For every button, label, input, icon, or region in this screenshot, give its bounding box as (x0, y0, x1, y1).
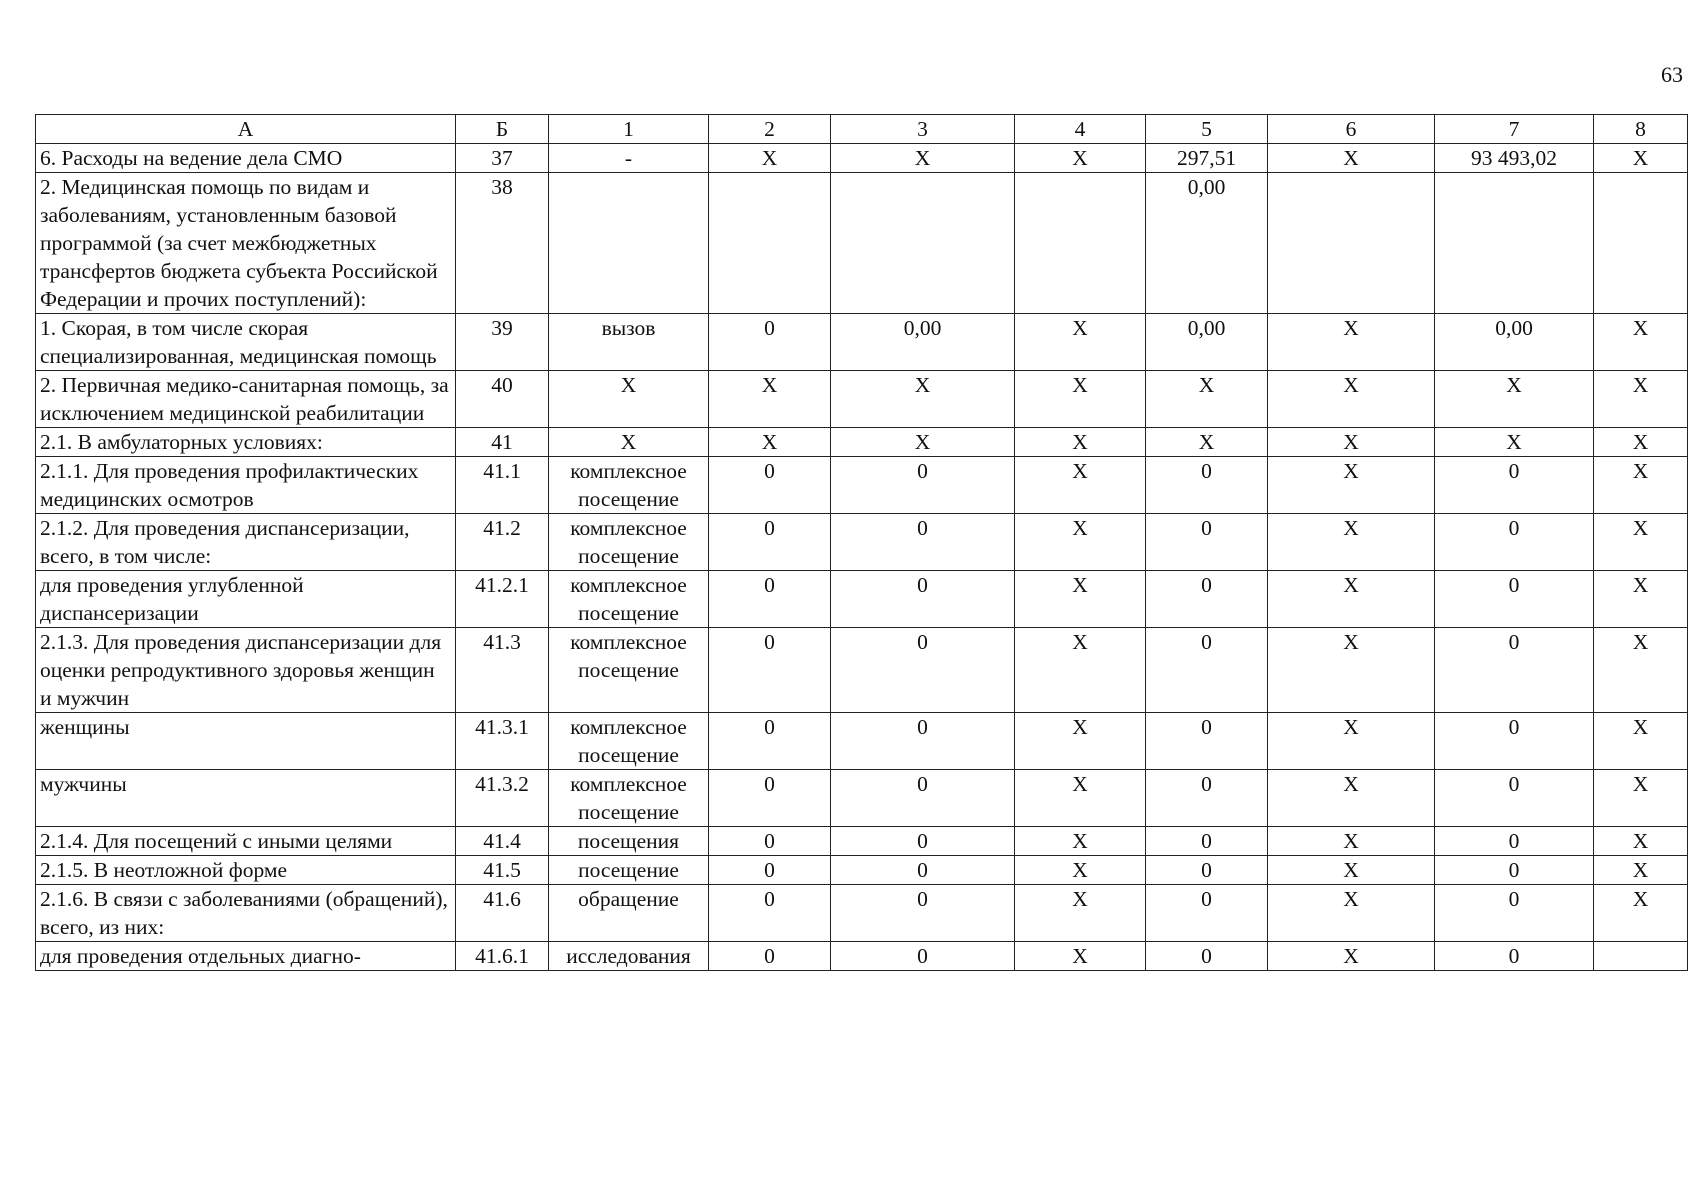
table-row (36, 827, 1688, 856)
header-row (36, 115, 1688, 144)
table-row (36, 713, 1688, 770)
cell-col-2: 0 (709, 457, 831, 514)
cell-col-4 (1015, 173, 1146, 314)
cell-col-2: 0 (709, 571, 831, 628)
table-row (36, 314, 1688, 371)
cell-col-7: X (1435, 371, 1594, 428)
cell-unit: - (549, 144, 709, 173)
cell-col-7: 0 (1435, 713, 1594, 770)
cell-col-2: 0 (709, 628, 831, 713)
cell-col-3 (831, 173, 1015, 314)
cell-col-3: 0 (831, 856, 1015, 885)
cell-col-2: X (709, 371, 831, 428)
header-cell-b: Б (456, 115, 549, 144)
cell-unit: комплексное посещение (549, 514, 709, 571)
header-cell-3: 3 (831, 115, 1015, 144)
cell-col-8: X (1594, 457, 1688, 514)
cell-col-4: X (1015, 827, 1146, 856)
cell-col-2: X (709, 428, 831, 457)
cell-col-8: X (1594, 371, 1688, 428)
cell-col-4: X (1015, 628, 1146, 713)
cell-col-6: X (1268, 942, 1435, 971)
table-row (36, 371, 1688, 428)
cell-col-8: X (1594, 514, 1688, 571)
cell-col-8 (1594, 942, 1688, 971)
cell-col-3: 0 (831, 827, 1015, 856)
cell-col-7: 0 (1435, 571, 1594, 628)
cell-col-6: X (1268, 856, 1435, 885)
data-table (35, 114, 1688, 971)
cell-col-3: 0 (831, 942, 1015, 971)
cell-col-5: 0 (1146, 942, 1268, 971)
cell-col-7: 0 (1435, 628, 1594, 713)
cell-col-4: X (1015, 571, 1146, 628)
cell-col-4: X (1015, 885, 1146, 942)
cell-col-2: 0 (709, 856, 831, 885)
cell-col-3: 0 (831, 628, 1015, 713)
cell-col-7: 0 (1435, 514, 1594, 571)
cell-col-4: X (1015, 144, 1146, 173)
cell-code: 41.6 (456, 885, 549, 942)
cell-col-6: X (1268, 457, 1435, 514)
cell-name: 2. Первичная медико-санитарная помощь, за исключением медицинской реабилитации (36, 371, 456, 428)
page-number: 63 (1661, 62, 1683, 87)
table-row (36, 144, 1688, 173)
cell-unit: X (549, 428, 709, 457)
cell-col-4: X (1015, 770, 1146, 827)
cell-name: женщины (36, 713, 456, 770)
cell-col-5: X (1146, 371, 1268, 428)
cell-col-5: 0 (1146, 628, 1268, 713)
cell-name: 2.1.1. Для проведения профилактических медицинских осмотров (36, 457, 456, 514)
header-cell-2: 2 (709, 115, 831, 144)
header-cell-5: 5 (1146, 115, 1268, 144)
cell-col-6: X (1268, 827, 1435, 856)
cell-col-5: 0 (1146, 514, 1268, 571)
header-cell-4: 4 (1015, 115, 1146, 144)
cell-name: мужчины (36, 770, 456, 827)
cell-code: 41 (456, 428, 549, 457)
header-cell-8: 8 (1594, 115, 1688, 144)
cell-col-2: 0 (709, 713, 831, 770)
cell-col-6: X (1268, 628, 1435, 713)
cell-col-4: X (1015, 856, 1146, 885)
cell-code: 41.3.2 (456, 770, 549, 827)
cell-col-5: X (1146, 428, 1268, 457)
cell-col-3: 0 (831, 457, 1015, 514)
table-row (36, 514, 1688, 571)
cell-col-8: X (1594, 314, 1688, 371)
cell-col-6: X (1268, 885, 1435, 942)
cell-col-2: 0 (709, 770, 831, 827)
cell-col-5: 297,51 (1146, 144, 1268, 173)
cell-col-4: X (1015, 457, 1146, 514)
cell-unit: комплексное посещение (549, 770, 709, 827)
table-row (36, 173, 1688, 314)
cell-col-4: X (1015, 428, 1146, 457)
table-row (36, 856, 1688, 885)
cell-code: 41.3.1 (456, 713, 549, 770)
table-row (36, 770, 1688, 827)
cell-col-7 (1435, 173, 1594, 314)
cell-code: 39 (456, 314, 549, 371)
cell-col-4: X (1015, 371, 1146, 428)
cell-col-8: X (1594, 770, 1688, 827)
cell-col-5: 0,00 (1146, 314, 1268, 371)
cell-unit: посещение (549, 856, 709, 885)
cell-col-6: X (1268, 371, 1435, 428)
cell-col-6: X (1268, 770, 1435, 827)
cell-unit: X (549, 371, 709, 428)
cell-col-5: 0 (1146, 713, 1268, 770)
cell-col-8: X (1594, 428, 1688, 457)
cell-col-8 (1594, 173, 1688, 314)
cell-col-5: 0 (1146, 827, 1268, 856)
cell-code: 41.3 (456, 628, 549, 713)
cell-name: 2.1.5. В неотложной форме (36, 856, 456, 885)
table-row (36, 428, 1688, 457)
cell-name: 2.1.4. Для посещений с иными целями (36, 827, 456, 856)
cell-unit: посещения (549, 827, 709, 856)
cell-col-5: 0 (1146, 770, 1268, 827)
cell-code: 40 (456, 371, 549, 428)
table-row (36, 457, 1688, 514)
header-cell-1: 1 (549, 115, 709, 144)
cell-col-7: 0 (1435, 856, 1594, 885)
cell-name: 2.1.2. Для проведения диспансеризации, всего, в том числе: (36, 514, 456, 571)
cell-unit: комплексное посещение (549, 457, 709, 514)
cell-col-5: 0 (1146, 856, 1268, 885)
cell-name: для проведения углубленной диспансеризации (36, 571, 456, 628)
cell-code: 41.6.1 (456, 942, 549, 971)
cell-col-8: X (1594, 713, 1688, 770)
cell-name: 2.1.6. В связи с заболеваниями (обращений), всего, из них: (36, 885, 456, 942)
cell-col-2 (709, 173, 831, 314)
cell-name: 2.1. В амбулаторных условиях: (36, 428, 456, 457)
cell-code: 41.2 (456, 514, 549, 571)
table-row (36, 571, 1688, 628)
cell-col-2: 0 (709, 827, 831, 856)
cell-col-6 (1268, 173, 1435, 314)
cell-col-7: 93 493,02 (1435, 144, 1594, 173)
cell-col-8: X (1594, 628, 1688, 713)
header-cell-a: А (36, 115, 456, 144)
cell-name: 1. Скорая, в том числе скорая специализированная, медицинская помощь (36, 314, 456, 371)
cell-col-2: 0 (709, 885, 831, 942)
cell-col-4: X (1015, 514, 1146, 571)
cell-col-2: 0 (709, 942, 831, 971)
header-cell-7: 7 (1435, 115, 1594, 144)
cell-col-5: 0,00 (1146, 173, 1268, 314)
cell-col-2: 0 (709, 314, 831, 371)
cell-unit (549, 173, 709, 314)
cell-col-8: X (1594, 827, 1688, 856)
cell-col-6: X (1268, 571, 1435, 628)
cell-col-3: 0,00 (831, 314, 1015, 371)
cell-col-4: X (1015, 942, 1146, 971)
cell-col-7: 0,00 (1435, 314, 1594, 371)
cell-col-6: X (1268, 314, 1435, 371)
cell-col-4: X (1015, 314, 1146, 371)
cell-name: 6. Расходы на ведение дела СМО (36, 144, 456, 173)
cell-col-3: 0 (831, 885, 1015, 942)
cell-col-3: 0 (831, 713, 1015, 770)
cell-unit: комплексное посещение (549, 628, 709, 713)
cell-col-3: X (831, 428, 1015, 457)
cell-col-7: 0 (1435, 827, 1594, 856)
table-row (36, 885, 1688, 942)
cell-col-7: 0 (1435, 457, 1594, 514)
cell-col-3: X (831, 371, 1015, 428)
cell-col-4: X (1015, 713, 1146, 770)
cell-col-7: 0 (1435, 885, 1594, 942)
cell-col-2: 0 (709, 514, 831, 571)
cell-code: 37 (456, 144, 549, 173)
cell-unit: комплексное посещение (549, 713, 709, 770)
cell-col-5: 0 (1146, 885, 1268, 942)
header-cell-6: 6 (1268, 115, 1435, 144)
cell-col-6: X (1268, 514, 1435, 571)
cell-col-7: X (1435, 428, 1594, 457)
cell-code: 41.2.1 (456, 571, 549, 628)
cell-name: для проведения отдельных диагно- (36, 942, 456, 971)
cell-col-2: X (709, 144, 831, 173)
cell-code: 38 (456, 173, 549, 314)
cell-name: 2. Медицинская помощь по видам и заболеваниям, установленным базовой программой (за счет межбюджетных трансфертов бюджета субъекта Российской Федерации и прочих поступлений): (36, 173, 456, 314)
cell-unit: вызов (549, 314, 709, 371)
cell-unit: исследования (549, 942, 709, 971)
cell-col-3: 0 (831, 770, 1015, 827)
cell-col-5: 0 (1146, 457, 1268, 514)
cell-col-6: X (1268, 428, 1435, 457)
cell-col-8: X (1594, 885, 1688, 942)
table-row (36, 628, 1688, 713)
cell-col-8: X (1594, 571, 1688, 628)
cell-code: 41.1 (456, 457, 549, 514)
cell-col-6: X (1268, 713, 1435, 770)
cell-code: 41.5 (456, 856, 549, 885)
cell-col-8: X (1594, 144, 1688, 173)
cell-name: 2.1.3. Для проведения диспансеризации для оценки репродуктивного здоровья женщин и мужчин (36, 628, 456, 713)
cell-code: 41.4 (456, 827, 549, 856)
cell-col-3: X (831, 144, 1015, 173)
cell-col-8: X (1594, 856, 1688, 885)
cell-col-7: 0 (1435, 942, 1594, 971)
cell-col-3: 0 (831, 571, 1015, 628)
cell-col-6: X (1268, 144, 1435, 173)
cell-col-3: 0 (831, 514, 1015, 571)
cell-col-5: 0 (1146, 571, 1268, 628)
table-row (36, 942, 1688, 971)
cell-unit: обращение (549, 885, 709, 942)
cell-col-7: 0 (1435, 770, 1594, 827)
cell-unit: комплексное посещение (549, 571, 709, 628)
